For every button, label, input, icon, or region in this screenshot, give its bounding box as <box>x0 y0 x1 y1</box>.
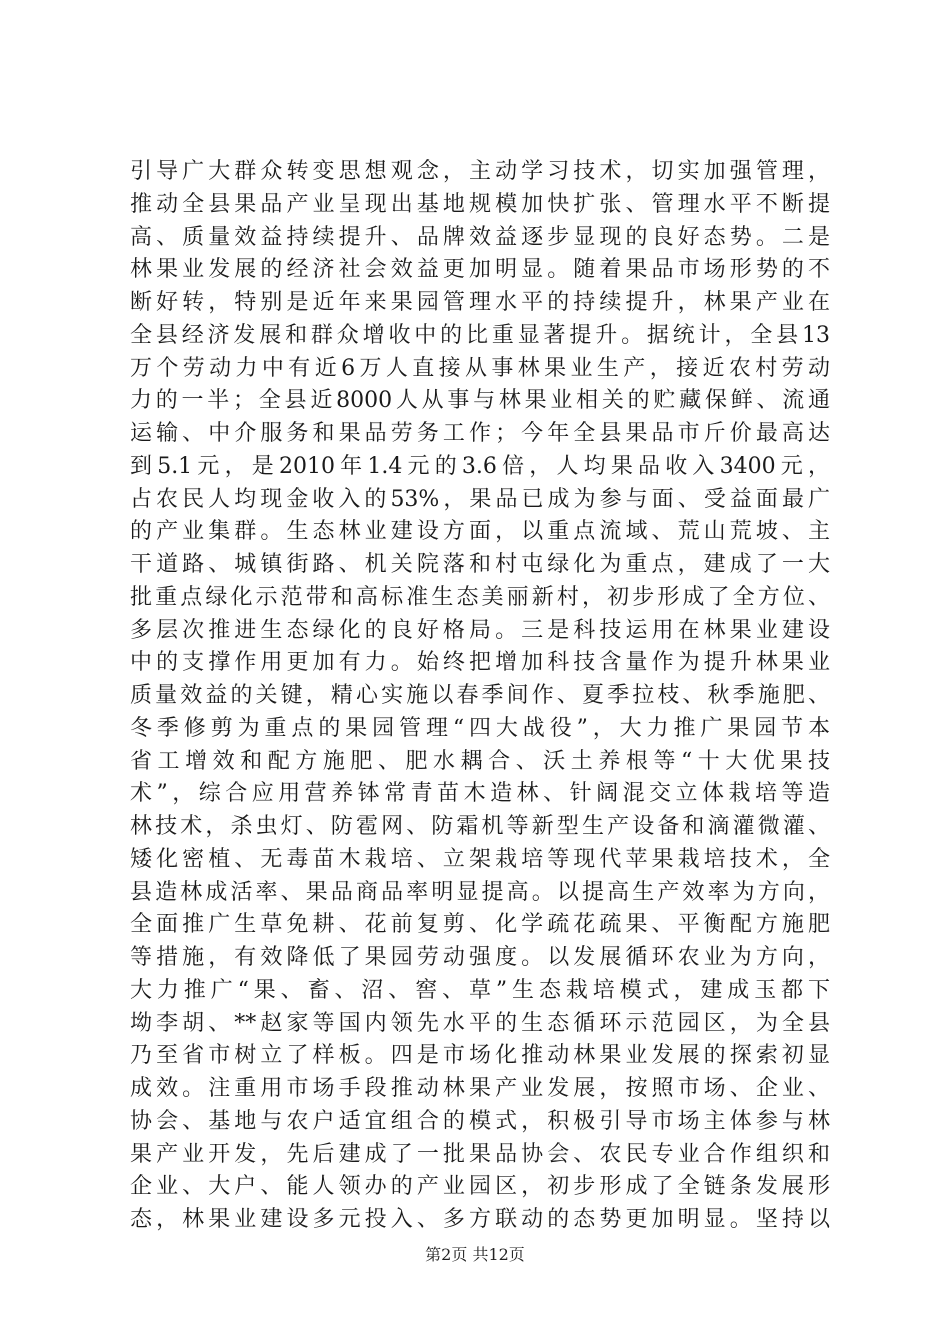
text-line: 果产业开发，先后建成了一批果品协会、农民专业合作组织和 <box>130 1141 830 1167</box>
text-line: 态，林果业建设多元投入、多方联动的态势更加明显。坚持以 <box>130 1207 830 1232</box>
text-line: 引导广大群众转变思想观念，主动学习技术，切实加强管理， <box>130 159 830 184</box>
text-line: 全县经济发展和群众增收中的比重显著提升。据统计，全县13 <box>130 322 830 348</box>
text-line: 冬季修剪为重点的果园管理“四大战役”，大力推广果园节本 <box>130 715 830 741</box>
text-line: 万个劳动力中有近6万人直接从事林果业生产，接近农村劳动 <box>130 355 830 381</box>
text-line: 矮化密植、无毒苗木栽培、立架栽培等现代苹果栽培技术，全 <box>130 846 830 872</box>
text-line: 县造林成活率、果品商品率明显提高。以提高生产效率为方向， <box>130 879 830 905</box>
text-line: 大力推广“果、畜、沼、窖、草”生态栽培模式，建成玉都下 <box>130 977 830 1003</box>
text-line: 批重点绿化示范带和高标准生态美丽新村，初步形成了全方位、 <box>130 584 830 610</box>
text-line: 协会、基地与农户适宜组合的模式，积极引导市场主体参与林 <box>130 1108 830 1134</box>
text-line: 全面推广生草免耕、花前复剪、化学疏花疏果、平衡配方施肥 <box>130 912 830 938</box>
text-line: 占农民人均现金收入的53%，果品已成为参与面、受益面最广 <box>130 486 830 512</box>
body-text <box>130 156 830 1237</box>
text-line: 企业、大户、能人领办的产业园区，初步形成了全链条发展形 <box>130 1174 830 1200</box>
text-line: 高、质量效益持续提升、品牌效益逐步显现的良好态势。二是 <box>130 224 830 250</box>
text-line: 质量效益的关键，精心实施以春季间作、夏季拉枝、秋季施肥、 <box>130 683 830 708</box>
text-line: 多层次推进生态绿化的良好格局。三是科技运用在林果业建设 <box>130 617 830 643</box>
text-line: 到5.1元，是2010年1.4元的3.6倍，人均果品收入3400元， <box>130 453 830 479</box>
text-line: 推动全县果品产业呈现出基地规模加快扩张、管理水平不断提 <box>130 191 830 217</box>
text-line: 乃至省市树立了样板。四是市场化推动林果业发展的探索初显 <box>130 1043 830 1069</box>
text-line: 干道路、城镇街路、机关院落和村屯绿化为重点，建成了一大 <box>130 552 830 577</box>
text-line: 的产业集群。生态林业建设方面，以重点流域、荒山荒坡、主 <box>130 519 830 545</box>
text-line: 成效。注重用市场手段推动林果产业发展，按照市场、企业、 <box>130 1076 830 1101</box>
text-line: 运输、中介服务和果品劳务工作；今年全县果品市斤价最高达 <box>130 421 830 446</box>
text-line: 术”，综合应用营养钵常青苗木造林、针阔混交立体栽培等造 <box>130 781 830 807</box>
text-line: 林技术，杀虫灯、防雹网、防霜机等新型生产设备和滴灌微灌、 <box>130 814 830 839</box>
page-footer: 第2页 共12页 <box>425 1245 525 1264</box>
text-line: 林果业发展的经济社会效益更加明显。随着果品市场形势的不 <box>130 257 830 283</box>
text-line: 断好转，特别是近年来果园管理水平的持续提升，林果产业在 <box>130 290 830 315</box>
text-line: 坳李胡、**赵家等国内领先水平的生态循环示范园区，为全县 <box>130 1010 830 1036</box>
text-line: 省工增效和配方施肥、肥水耦合、沃土养根等“十大优果技 <box>130 748 830 774</box>
text-line: 中的支撑作用更加有力。始终把增加科技含量作为提升林果业 <box>130 650 830 676</box>
text-line: 等措施，有效降低了果园劳动强度。以发展循环农业为方向， <box>130 945 830 970</box>
text-line: 力的一半；全县近8000人从事与林果业相关的贮藏保鲜、流通 <box>130 388 830 414</box>
